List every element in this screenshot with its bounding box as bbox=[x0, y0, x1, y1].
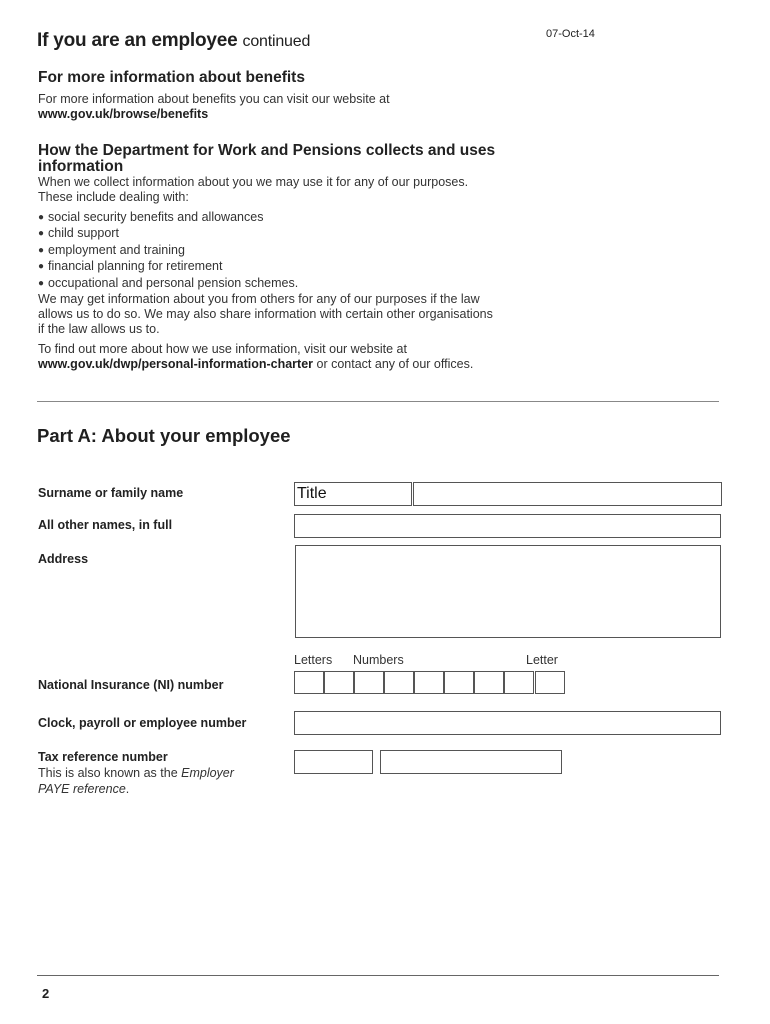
tax-office-input[interactable] bbox=[294, 750, 373, 774]
benefits-heading: For more information about benefits bbox=[38, 69, 305, 86]
ni-cell-letter-1[interactable] bbox=[294, 671, 324, 694]
ni-caption-letter: Letter bbox=[526, 653, 558, 667]
tax-reference-input[interactable] bbox=[380, 750, 562, 774]
dwp-find-tail: or contact any of our offices. bbox=[313, 357, 474, 371]
benefits-link[interactable]: www.gov.uk/browse/benefits bbox=[38, 107, 209, 121]
ni-cell-number-2[interactable] bbox=[384, 671, 414, 694]
dwp-intro-line2: These include dealing with: bbox=[38, 190, 189, 204]
dwp-find-line1: To find out more about how we use information, visit our website at bbox=[38, 342, 407, 356]
list-item: ● employment and training bbox=[38, 243, 298, 259]
tax-desc-prefix: This is also known as the bbox=[38, 766, 182, 780]
dwp-heading bbox=[38, 143, 495, 175]
surname-input[interactable] bbox=[413, 482, 722, 506]
ni-caption-letters: Letters bbox=[294, 653, 333, 667]
dwp-share-line1: We may get information about you from others for any of our purposes if the law bbox=[38, 292, 480, 306]
dwp-share-text bbox=[38, 292, 578, 337]
other-names-label: All other names, in full bbox=[38, 518, 173, 532]
dwp-find-text bbox=[38, 342, 578, 372]
page-heading bbox=[37, 30, 310, 52]
ni-cell-number-3[interactable] bbox=[414, 671, 444, 694]
dwp-intro bbox=[38, 175, 558, 205]
footer-divider bbox=[37, 975, 719, 976]
page-heading-title: If you are an employee bbox=[37, 30, 238, 51]
ni-cell-number-1[interactable] bbox=[354, 671, 384, 694]
dwp-charter-link[interactable]: www.gov.uk/dwp/personal-information-charter bbox=[38, 357, 314, 371]
ni-cell-letter-final[interactable] bbox=[535, 671, 565, 694]
part-a-heading: Part A: About your employee bbox=[37, 425, 291, 446]
dwp-share-line3: if the law allows us to. bbox=[38, 322, 160, 336]
dwp-heading-line1: How the Department for Work and Pensions collects and uses bbox=[38, 142, 496, 159]
tax-description bbox=[38, 765, 278, 797]
list-item: ● financial planning for retirement bbox=[38, 259, 298, 275]
ni-caption-numbers: Numbers bbox=[353, 653, 404, 667]
tax-desc-end: . bbox=[125, 782, 130, 796]
list-item: ● occupational and personal pension schemes. bbox=[38, 276, 298, 292]
benefits-text-line: For more information about benefits you can visit our website at bbox=[38, 92, 390, 106]
page-heading-suffix: continued bbox=[242, 33, 311, 50]
surname-label: Surname or family name bbox=[38, 486, 184, 500]
page-number: 2 bbox=[42, 986, 50, 1001]
clock-input[interactable] bbox=[294, 711, 721, 735]
list-item: ● child support bbox=[38, 226, 298, 242]
form-date: 07-Oct-14 bbox=[546, 28, 595, 40]
dwp-intro-line1: When we collect information about you we may use it for any of our purposes. bbox=[38, 175, 469, 189]
dwp-share-line2: allows us to do so. We may also share information with certain other organisations bbox=[38, 307, 493, 321]
address-input[interactable] bbox=[295, 545, 721, 638]
clock-label: Clock, payroll or employee number bbox=[38, 716, 247, 730]
dwp-heading-line2: information bbox=[38, 158, 124, 175]
section-divider bbox=[37, 401, 719, 402]
tax-desc-em1: Employer bbox=[181, 766, 234, 780]
benefits-text bbox=[38, 92, 558, 122]
ni-cell-number-6[interactable] bbox=[504, 671, 534, 694]
dwp-find-line2 bbox=[38, 357, 578, 372]
title-field[interactable]: Title bbox=[294, 482, 412, 506]
tax-desc-em2: PAYE reference bbox=[38, 782, 126, 796]
dwp-bullet-list bbox=[38, 210, 298, 292]
ni-cell-letter-2[interactable] bbox=[324, 671, 354, 694]
address-label: Address bbox=[38, 552, 89, 566]
ni-cell-number-5[interactable] bbox=[474, 671, 504, 694]
other-names-input[interactable] bbox=[294, 514, 721, 538]
tax-label: Tax reference number bbox=[38, 750, 168, 764]
ni-label: National Insurance (NI) number bbox=[38, 678, 224, 692]
ni-cell-number-4[interactable] bbox=[444, 671, 474, 694]
list-item: ● social security benefits and allowances bbox=[38, 210, 298, 226]
